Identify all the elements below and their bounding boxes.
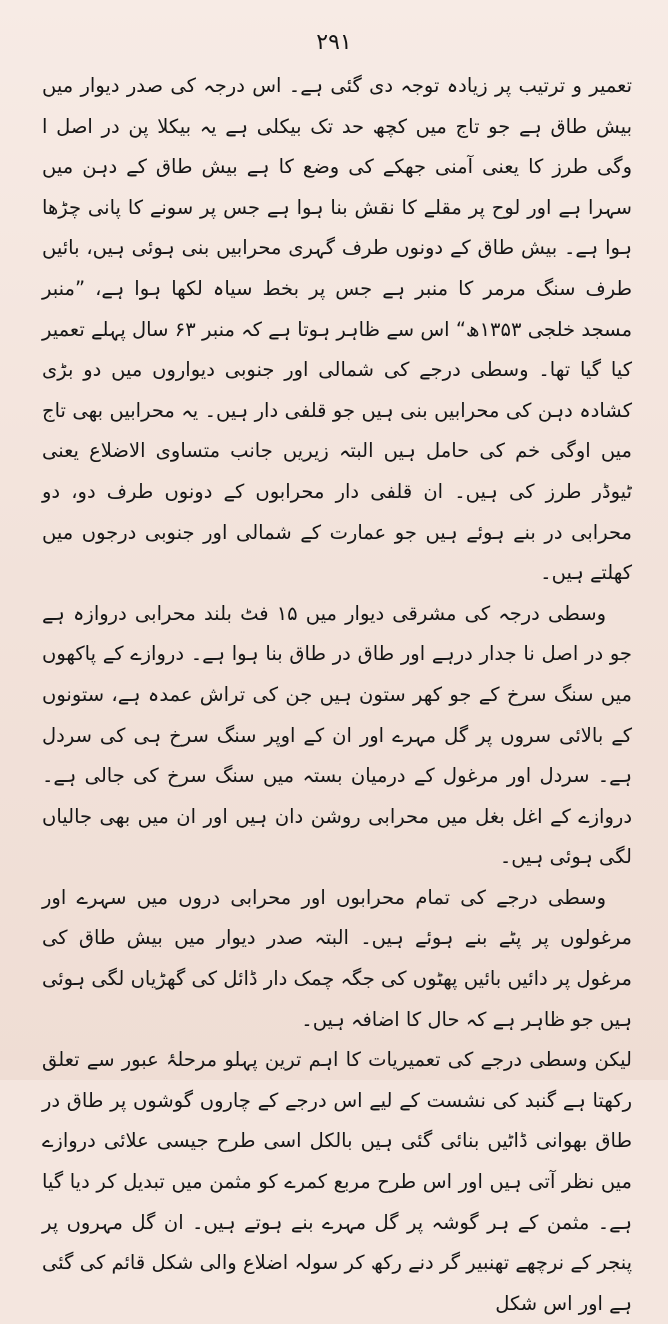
paragraph-2: وسطی درجہ کی مشرقی دیوار میں ۱۵ فٹ بلند محرابی دروازہ ہے جو در اصل نا جدار درہے اور طاق در طاق بنا ہوا ہے۔ دروازے کے پاکھوں میں سنگ سرخ کے جو کھر ستون ہیں جن کی تراش عمدہ ہے، ستونوں کے بالائی سروں پر گل مہرے اور ان کے اوپر سنگ سرخ ہی کی سردل ہے۔ سردل اور مرغول کے درمیان بستہ میں سنگ سرخ کی جالی ہے۔ دروازے کے اغل بغل میں محرابی روشن دان ہیں اور ان میں بھی جالیاں لگی ہوئی ہیں۔ [42,601,632,869]
body-text [42,66,632,1324]
paragraph-3: وسطی درجے کی تمام محرابوں اور محرابی دروں میں سہرے اور مرغولوں پر پٹے بنے ہوئے ہیں۔ البتہ صدر دیوار میں بیش طاق کی مرغول پر دائیں بائیں پھٹوں کی جگہ چمک دار ڈائل کی گھڑیاں لگی ہوئی ہیں جو ظاہر ہے کہ حال کا اضافہ ہیں۔ [42,885,632,1031]
paragraph-1: تعمیر و ترتیب پر زیادہ توجہ دی گئی ہے۔ اس درجہ کی صدر دیوار میں بیش طاق ہے جو تاج میں کچھ حد تک بیکلی ہے یہ بیکلا پن در اصل ا وگی طرز کا یعنی آمنی جھکے کی وضع کا ہے بیش طاق کے دہن میں سہرا ہے اور لوح پر مقلے کا نقش بنا ہوا ہے جس پر سونے کا پانی چڑھا ہوا ہے۔ بیش طاق کے دونوں طرف گہری محرابیں بنی ہوئی ہیں، بائیں طرف سنگ مرمر کا منبر ہے جس پر بخط سیاہ لکھا ہوا ہے، ”منبر مسجد خلجی ۱۳۵۳ھ“ اس سے ظاہر ہوتا ہے کہ منبر ۶۳ سال پہلے تعمیر کیا گیا تھا۔ وسطی درجے کی شمالی اور جنوبی دیواروں میں دو بڑی کشادہ دہن کی محرابیں بنی ہیں جو قلفی دار ہیں۔ یہ محرابیں بھی تاج میں اوگی خم کی حامل ہیں البتہ زیریں جانب متساوی الاضلاع یعنی ٹیوڈر طرز کی ہیں۔ ان قلفی دار محرابوں کے دونوں طرف دو، دو محرابی در بنے ہوئے ہیں جو عمارت کے شمالی اور جنوبی درجوں میں کھلتے ہیں۔ [42,74,633,585]
paragraph-4: لیکن وسطی درجے کی تعمیریات کا اہم ترین پہلو مرحلۂ عبور سے تعلق رکھتا ہے گنبد کی نشست کے لیے اس درجے کے چاروں گوشوں پر طاق در طاق بھوانی ڈاٹیں بنائی گئی ہیں بالکل اسی طرح جیسی علائی دروازے میں نظر آتی ہیں اور اس طرح مربع کمرے کو مثمن میں تبدیل کر دیا گیا ہے۔ مثمن کے ہر گوشہ پر گل مہرے بنے ہوتے ہیں۔ ان گل مہروں پر پنجر کے نرچھے تھنبیر گر دنے رکھ کر سولہ اضلاع والی شکل قائم کی گئی ہے اور اس شکل [42,1048,632,1315]
page-number: ۲۹۱ [316,30,352,55]
